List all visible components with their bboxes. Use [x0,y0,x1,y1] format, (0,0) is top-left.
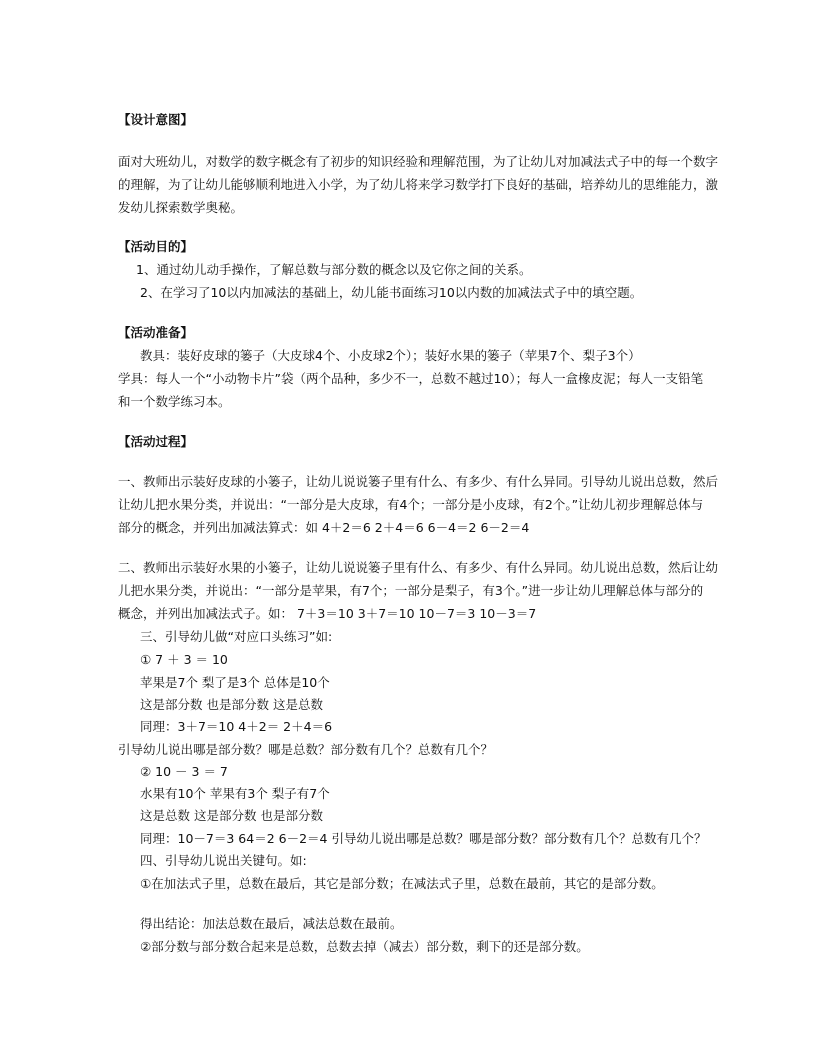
paragraph-line: 部分的概念，并列出加减法算式：如 4＋2＝6 2＋4＝6 6－4＝2 6－2＝4 [118,520,530,535]
paragraph-line: 得出结论：加法总数在最后，减法总数在最前。 [140,916,403,931]
section-heading-goal: 【活动目的】 [118,239,194,254]
paragraph-line: 发幼儿探索数学奥秘。 [118,200,244,215]
paragraph-line: 儿把水果分类，并说出：“一部分是苹果，有7个；一部分是梨子，有3个。”进一步让幼儿理解总体与部分的 [118,583,704,598]
paragraph-line: 1、通过幼儿动手操作，了解总数与部分数的概念以及它你之间的关系。 [136,262,532,277]
equation-line: ① 7 ＋ 3 ＝ 10 [140,652,228,667]
section-heading-design: 【设计意图】 [118,112,194,127]
paragraph-line: 三、引导幼儿做“对应口头练习”如: [140,629,333,644]
equation-line: ② 10 － 3 ＝ 7 [140,764,228,779]
paragraph-line: 2、在学习了10以内加减法的基础上，幼儿能书面练习10以内数的加减法式子中的填空题。 [140,285,643,300]
paragraph-line: ①在加法式子里，总数在最后，其它是部分数；在减法式子里，总数在最前，其它的是部分数。 [140,876,664,891]
paragraph-line: 和一个数学练习本。 [118,394,231,409]
paragraph-line: 一、教师出示装好皮球的小篓子，让幼儿说说篓子里有什么、有多少、有什么异同。引导幼儿说出总数，然后 [118,474,719,489]
paragraph-line: 四、引导幼儿说出关键句。如: [140,853,307,868]
paragraph-line: 教具：装好皮球的篓子（大皮球4个、小皮球2个）；装好水果的篓子（苹果7个、梨子3个） [140,348,641,363]
paragraph-line: 水果有10个 苹果有3个 梨子有7个 [140,786,330,801]
paragraph-line: 的理解，为了让幼儿能够顺利地进入小学，为了幼儿将来学习数学打下良好的基础，培养幼儿的思维能力，激 [118,177,719,192]
paragraph-line: 苹果是7个 梨了是3个 总体是10个 [140,675,330,690]
section-heading-prep: 【活动准备】 [118,325,194,340]
paragraph-line: 这是部分数 也是部分数 这是总数 [140,697,323,712]
paragraph-line: 概念，并列出加减法式子。如： 7＋3＝10 3＋7＝10 10－7＝3 10－3＝7 [118,606,537,621]
paragraph-line: 同理：10－7＝3 64＝2 6－2＝4 引导幼儿说出哪是总数？哪是部分数？部分数有几个？总数有几个？ [140,831,707,846]
section-heading-process: 【活动过程】 [118,434,194,449]
paragraph-line: 面对大班幼儿，对数学的数字概念有了初步的知识经验和理解范围，为了让幼儿对加减法式子中的每一个数字 [118,154,719,169]
paragraph-line: 同理：3＋7＝10 4＋2＝ 2＋4＝6 [140,719,333,734]
paragraph-line: 引导幼儿说出哪是部分数？哪是总数？部分数有几个？总数有几个？ [118,742,494,757]
paragraph-line: 二、教师出示装好水果的小篓子，让幼儿说说篓子里有什么、有多少、有什么异同。幼儿说出总数，然后让幼 [118,560,719,575]
paragraph-line: ②部分数与部分数合起来是总数，总数去掉（减去）部分数，剩下的还是部分数。 [140,939,589,954]
paragraph-line: 让幼儿把水果分类，并说出：“一部分是大皮球，有4个；一部分是小皮球，有2个。”让幼儿初步理解总体与 [118,497,704,512]
paragraph-line: 学具：每人一个“小动物卡片”袋（两个品种，多少不一，总数不越过10）；每人一盒橡皮泥；每人一支铅笔 [118,371,704,386]
paragraph-line: 这是总数 这是部分数 也是部分数 [140,808,323,823]
